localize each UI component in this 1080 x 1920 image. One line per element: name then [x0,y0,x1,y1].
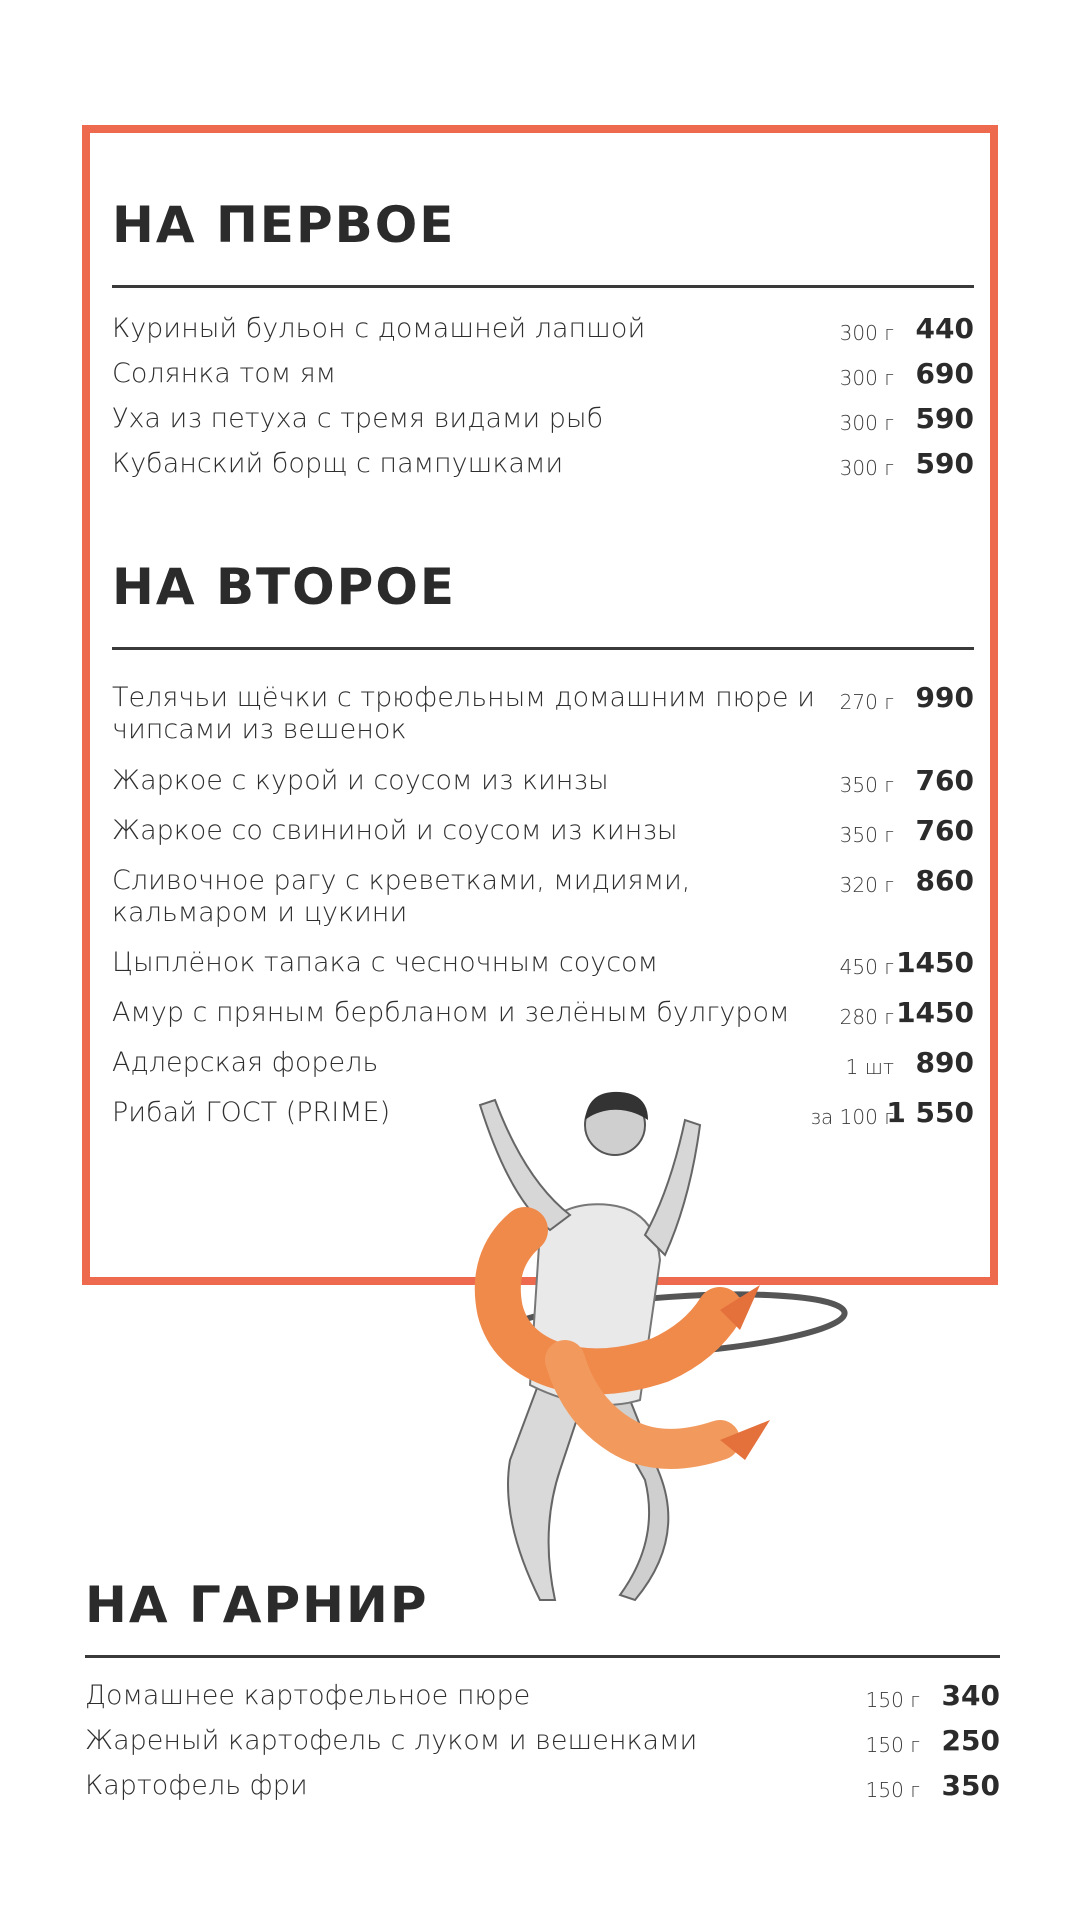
item-weight: 350 г [839,823,894,847]
item-name: Адлерская форель [112,1047,379,1078]
section-main-courses [112,558,974,1142]
item-name: Рибай ГОСТ (PRIME) [112,1097,391,1128]
section-divider [112,285,974,288]
section-divider [112,647,974,650]
section-title: НА ГАРНИР [85,1576,429,1634]
item-price: 1450 [896,946,974,979]
section-divider [85,1655,1000,1658]
section-first-courses [112,196,974,500]
item-price: 250 [941,1724,1000,1757]
item-price: 340 [941,1679,1000,1712]
item-name: Картофель фри [85,1770,308,1801]
item-name: Уха из петуха с тремя видами рыб [112,403,604,434]
item-weight: 300 г [839,456,894,480]
item-weight: 450 г [839,955,894,979]
item-weight: за 100 г [810,1105,894,1129]
item-name: Цыплёнок тапака с чесночным соусом [112,947,658,978]
item-price: 590 [915,447,974,480]
item-name: Кубанский борщ с пампушками [112,448,564,479]
item-weight: 300 г [839,411,894,435]
item-name: Сливочное рагу с креветками, мидиями, кальмаром и цукини [112,865,691,928]
item-name: Куриный бульон с домашней лапшой [112,313,646,344]
item-weight: 300 г [839,321,894,345]
section-garnish [85,1576,1000,1820]
item-name: Амур с пряным бербланом и зелёным булгуром [112,997,790,1028]
item-price: 1 550 [886,1096,974,1129]
item-weight: 150 г [865,1778,920,1802]
item-weight: 280 г [839,1005,894,1029]
section-title: НА ВТОРОЕ [112,558,456,616]
item-price: 350 [941,1769,1000,1802]
item-price: 990 [915,681,974,714]
item-price: 890 [915,1046,974,1079]
item-weight: 320 г [839,873,894,897]
item-name: Телячьи щёчки с трюфельным домашним пюре и чипсами из вешенок [112,682,815,745]
item-weight: 150 г [865,1733,920,1757]
item-name: Жаркое со свининой и соусом из кинзы [112,815,678,846]
item-price: 590 [915,402,974,435]
item-weight: 350 г [839,773,894,797]
item-name: Солянка том ям [112,358,337,389]
item-name: Жареный картофель с луком и вешенками [85,1725,698,1756]
item-weight: 150 г [865,1688,920,1712]
section-title: НА ПЕРВОЕ [112,196,456,254]
item-name: Жаркое с курой и соусом из кинзы [112,765,609,796]
item-weight: 1 шт [845,1055,894,1079]
dancer-with-shrimp-hoop-icon [470,1080,850,1620]
item-price: 760 [915,814,974,847]
item-weight: 300 г [839,366,894,390]
item-price: 440 [915,312,974,345]
item-price: 860 [915,864,974,897]
item-price: 1450 [896,996,974,1029]
item-price: 690 [915,357,974,390]
item-weight: 270 г [839,690,894,714]
item-name: Домашнее картофельное пюре [85,1680,531,1711]
item-price: 760 [915,764,974,797]
